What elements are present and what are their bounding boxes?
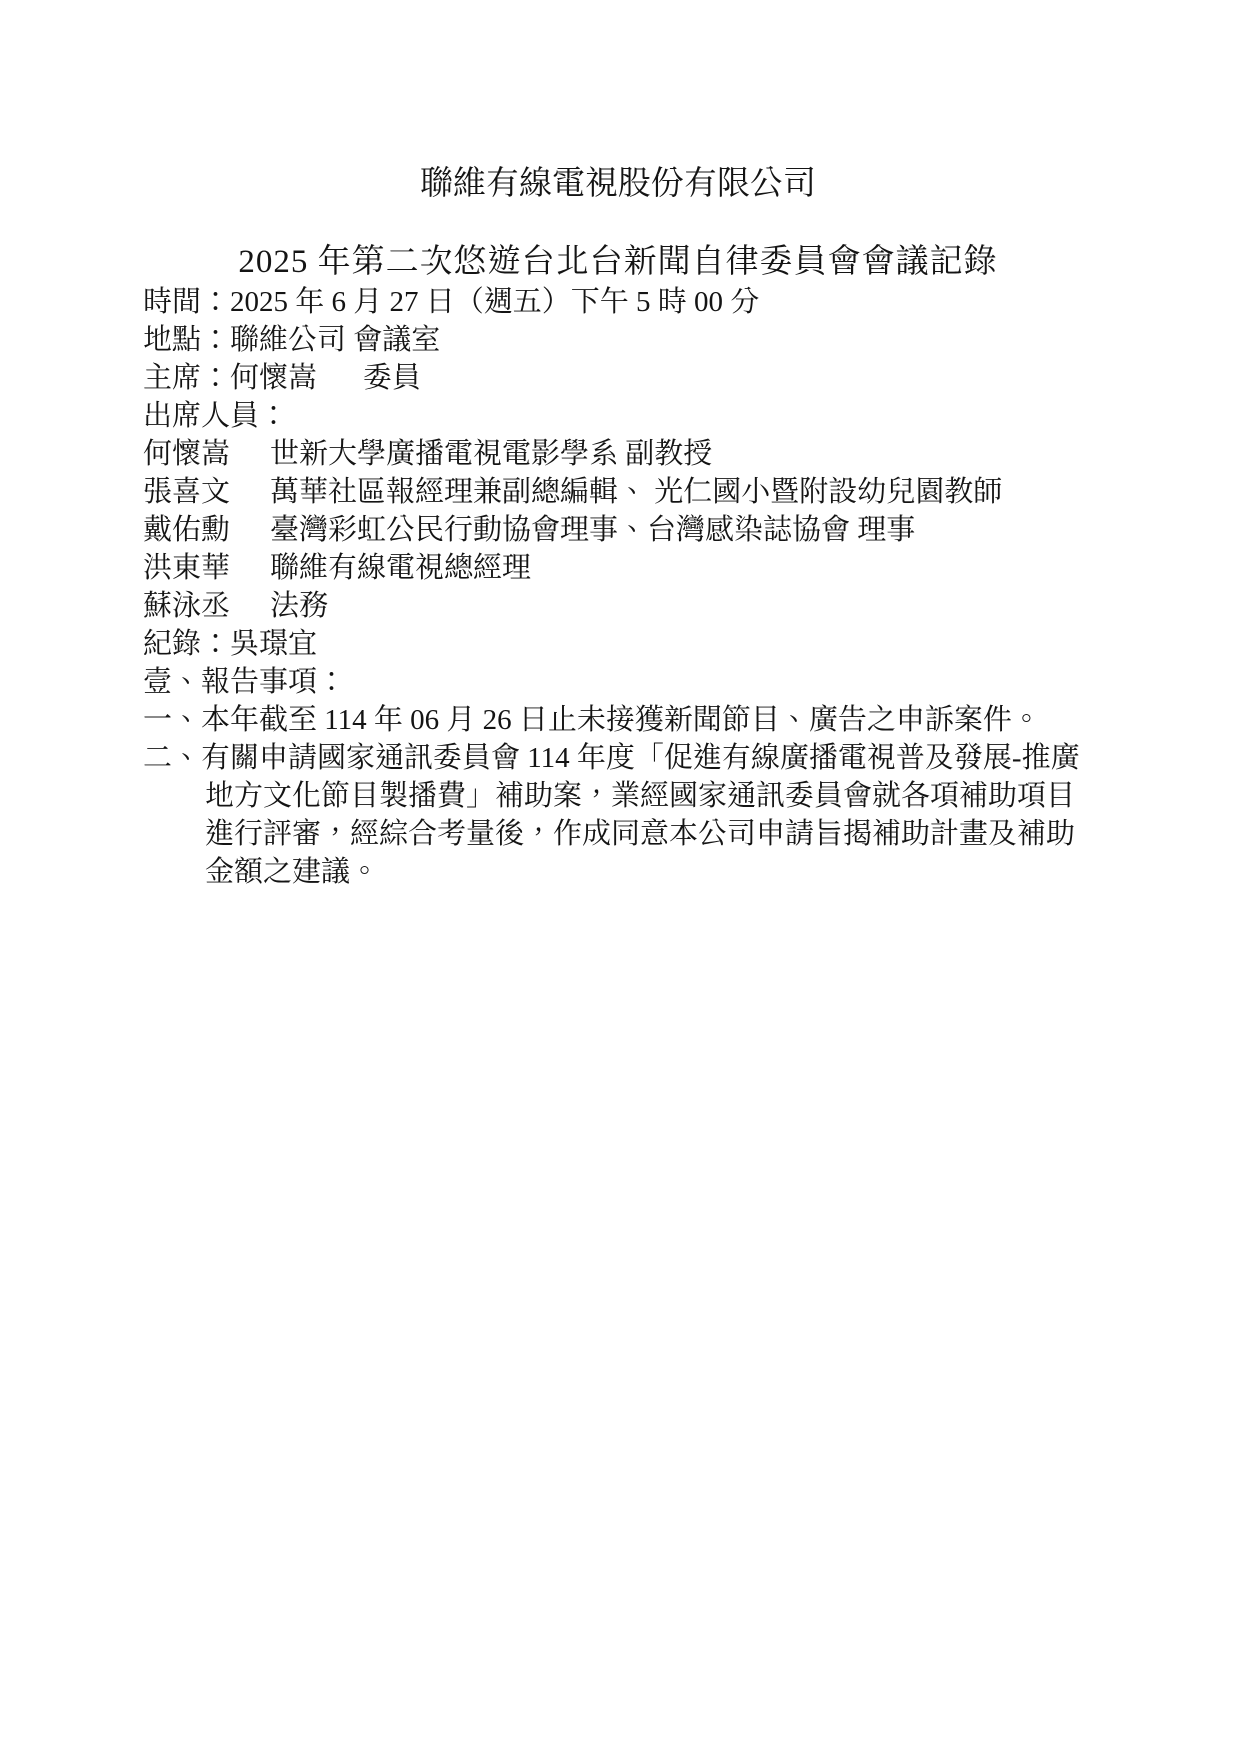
report-item-2: 二、有關申請國家通訊委員會 114 年度「促進有線廣播電視普及發展-推廣地方文化節目製播費」補助案，業經國家通訊委員會就各項補助項目進行評審，經綜合考量後，作成同意本公司申請旨揭補助計畫及補助金額之建議。 (143, 742, 1080, 888)
attendee-role: 臺灣彩虹公民行動協會理事、台灣感染誌協會 理事 (270, 514, 916, 546)
attendee-role: 世新大學廣播電視電影學系 副教授 (270, 438, 713, 470)
meta-chair-label: 主席： (143, 362, 231, 394)
attendee-row (143, 511, 1093, 549)
attendee-name: 何懷嵩 (143, 438, 231, 470)
meta-chair (143, 359, 1093, 397)
meta-recorder (143, 625, 1093, 663)
attendee-row (143, 587, 1093, 625)
attendee-row (143, 549, 1093, 587)
report-item-1: 一、本年截至 114 年 06 月 26 日止未接獲新聞節目、廣告之申訴案件。 (143, 704, 1041, 736)
attendee-name: 張喜文 (143, 476, 231, 508)
attendee-role: 聯維有線電視總經理 (270, 552, 532, 584)
meta-time (143, 283, 1093, 321)
meta-location (143, 321, 1093, 359)
meta-time-value: 2025 年 6 月 27 日（週五）下午 5 時 00 分 (230, 286, 760, 318)
doc-subtitle: 2025 年第二次悠遊台北台新聞自律委員會會議記錄 (238, 244, 998, 280)
attendee-row (143, 435, 1093, 473)
attendee-role: 萬華社區報經理兼副總編輯、 光仁國小暨附設幼兒園教師 (270, 476, 1003, 508)
meta-recorder-value: 吳璟宜 (230, 628, 318, 660)
section-heading: 壹、報告事項： (143, 666, 347, 698)
attendee-name: 戴佑勳 (143, 514, 231, 546)
meta-recorder-label: 紀錄： (143, 628, 231, 660)
meta-location-value: 聯維公司 會議室 (230, 324, 441, 356)
attendee-row (143, 473, 1093, 511)
meta-chair-role: 委員 (363, 362, 422, 394)
attendees-heading: 出席人員： (143, 400, 289, 432)
attendee-role: 法務 (270, 590, 329, 622)
attendee-name: 洪東華 (143, 552, 231, 584)
doc-title: 聯維有線電視股份有限公司 (420, 166, 816, 202)
meta-chair-name: 何懷嵩 (230, 362, 318, 394)
meta-location-label: 地點： (143, 324, 231, 356)
attendee-name: 蘇泳丞 (143, 590, 231, 622)
meta-time-label: 時間： (143, 286, 231, 318)
